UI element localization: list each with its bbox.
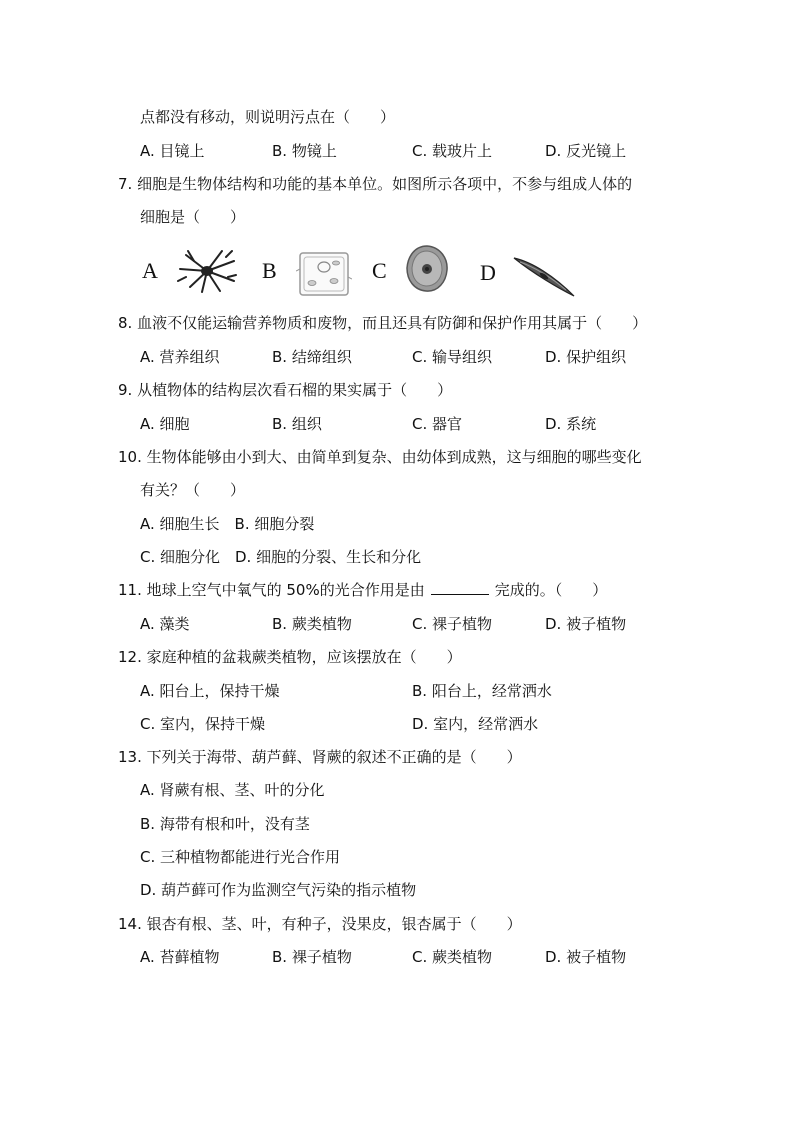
q12-stem: 12. 家庭种植的盆栽蕨类植物，应该摆放在（ ）	[118, 648, 462, 666]
q14-stem: 14. 银杏有根、茎、叶，有种子，没果皮，银杏属于（ ）	[118, 915, 522, 933]
q11-option-b[interactable]: B. 蕨类植物	[272, 615, 352, 633]
q9-stem: 9. 从植物体的结构层次看石榴的果实属于（ ）	[118, 381, 453, 399]
q11-stem-after: 完成的。（ ）	[494, 581, 608, 599]
q11-stem-before: 11. 地球上空气中氧气的 50%的光合作用是由	[118, 581, 425, 599]
q13-stem: 13. 下列关于海带、葫芦藓、肾蕨的叙述不正确的是（ ）	[118, 748, 522, 766]
q8-option-c[interactable]: C. 输导组织	[412, 348, 493, 366]
q14-option-c[interactable]: C. 蕨类植物	[412, 948, 493, 966]
q7-stem-line1: 7. 细胞是生物体结构和功能的基本单位。如图所示各项中，不参与组成人体的	[118, 175, 633, 193]
q7-label-a: A	[142, 258, 158, 283]
q12-option-b[interactable]: B. 阳台上，经常洒水	[412, 682, 552, 700]
q6-option-c[interactable]: C. 载玻片上	[412, 142, 493, 160]
neuron-cell-image	[176, 247, 238, 295]
q6-option-a[interactable]: A. 目镜上	[140, 142, 205, 160]
q11-option-a[interactable]: A. 藻类	[140, 615, 190, 633]
q10-stem-line1: 10. 生物体能够由小到大、由简单到复杂、由幼体到成熟，这与细胞的哪些变化	[118, 448, 642, 466]
q8-option-b[interactable]: B. 结缔组织	[272, 348, 352, 366]
plant-cell-image	[296, 249, 352, 299]
q10-stem-line2: 有关？（ ）	[140, 481, 246, 499]
q13-option-c[interactable]: C. 三种植物都能进行光合作用	[140, 848, 341, 866]
q11-option-c[interactable]: C. 裸子植物	[412, 615, 493, 633]
q7-label-d: D	[480, 260, 496, 285]
q14-option-d[interactable]: D. 被子植物	[545, 948, 627, 966]
q14-option-a[interactable]: A. 苔藓植物	[140, 948, 220, 966]
smooth-muscle-cell-image	[512, 254, 576, 298]
q6-option-d[interactable]: D. 反光镜上	[545, 142, 627, 160]
q8-option-d[interactable]: D. 保护组织	[545, 348, 627, 366]
q13-option-a[interactable]: A. 肾蕨有根、茎、叶的分化	[140, 781, 325, 799]
q6-stem-continued: 点都没有移动，则说明污点在（ ）	[140, 108, 396, 126]
q13-option-b[interactable]: B. 海带有根和叶，没有茎	[140, 815, 310, 833]
q12-option-a[interactable]: A. 阳台上，保持干燥	[140, 682, 280, 700]
q8-option-a[interactable]: A. 营养组织	[140, 348, 220, 366]
q9-option-c[interactable]: C. 器官	[412, 415, 463, 433]
q11-stem	[118, 580, 607, 600]
q6-option-b[interactable]: B. 物镜上	[272, 142, 337, 160]
q13-option-d[interactable]: D. 葫芦藓可作为监测空气污染的指示植物	[140, 881, 417, 899]
q14-option-b[interactable]: B. 裸子植物	[272, 948, 352, 966]
epithelial-cell-image	[404, 244, 450, 294]
q10-options-cd[interactable]: C. 细胞分化 D. 细胞的分裂、生长和分化	[140, 548, 422, 566]
q7-label-c: C	[372, 258, 387, 283]
q9-option-d[interactable]: D. 系统	[545, 415, 597, 433]
q10-options-ab[interactable]: A. 细胞生长 B. 细胞分裂	[140, 515, 315, 533]
q11-option-d[interactable]: D. 被子植物	[545, 615, 627, 633]
q8-stem: 8. 血液不仅能运输营养物质和废物，而且还具有防御和保护作用其属于（ ）	[118, 314, 648, 332]
q12-option-d[interactable]: D. 室内，经常洒水	[412, 715, 539, 733]
q7-label-b: B	[262, 258, 277, 283]
q9-option-a[interactable]: A. 细胞	[140, 415, 190, 433]
q9-option-b[interactable]: B. 组织	[272, 415, 322, 433]
q12-option-c[interactable]: C. 室内，保持干燥	[140, 715, 266, 733]
q7-stem-line2: 细胞是（ ）	[140, 208, 246, 226]
q11-answer-blank[interactable]	[431, 580, 489, 595]
